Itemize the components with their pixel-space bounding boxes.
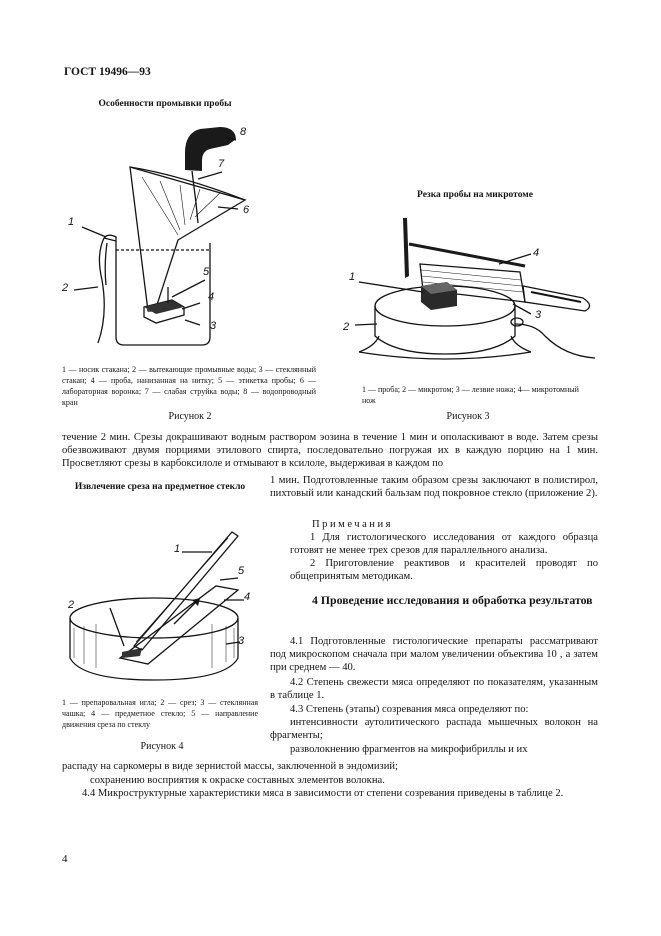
notes-heading: Примечания bbox=[312, 519, 393, 530]
note-2: 2 Приготовление реактивов и красителей проводят по общепринятым методикам. bbox=[290, 558, 598, 583]
figure2-title: Особенности промывки пробы bbox=[98, 99, 232, 109]
figure3-caption: Рисунок 3 bbox=[446, 411, 490, 422]
clause-4-3-b: разволокнению фрагментов на микрофибриллы и их bbox=[290, 744, 528, 755]
fig3-callout-1: 1 bbox=[349, 271, 356, 283]
fig4-callout-2: 2 bbox=[68, 599, 75, 611]
note-1: 1 Для гистологического исследования от каждого образца готовят не менее трех срезов для параллельного анализа. bbox=[290, 532, 598, 557]
figure3-legend: 1 — проба; 2 — микротом; 3 — лезвие ножа; 4— микротомный нож bbox=[362, 385, 579, 405]
page-number: 4 bbox=[62, 853, 68, 865]
fig2-callout-4: 4 bbox=[208, 291, 215, 303]
fig2-callout-5: 5 bbox=[203, 266, 210, 278]
fig2-callout-6: 6 bbox=[243, 204, 250, 216]
paragraph-staining: течение 2 мин. Срезы докрашивают водным раствором эозина в течение 1 мин и ополаскивают в воде. Затем срезы обезвоживают двумя порциями этилового спирта, последовательно погружая их в каждую порцию на 1 мин. Просветляют срезы в карбоксилоле и отмывают в ксилоле, выдерживая в каждом по bbox=[62, 432, 598, 470]
fig3-callout-2: 2 bbox=[343, 321, 350, 333]
figure4-illustration bbox=[62, 518, 262, 693]
figure2-legend: 1 — носик стакана; 2 — вытекающие промывные воды; 3 — стеклянный стакан; 4 — проба, нанизанная на нитку; 5 — этикетка пробы; 6 — лабораторная воронка; 7 — слабая струйка воды; 8 — водопроводный кран bbox=[62, 365, 316, 407]
fig4-callout-3: 3 bbox=[238, 635, 245, 647]
fig2-callout-2: 2 bbox=[62, 282, 69, 294]
figure3-illustration bbox=[335, 206, 595, 376]
fig4-callout-1: 1 bbox=[174, 543, 181, 555]
paragraph-mounting: 1 мин. Подготовленные таким образом срезы заключают в полистирол, пихтовый или канадский бальзам под покровное стекло (приложение 2). bbox=[270, 475, 598, 500]
figure4-title: Извлечение среза на предметное стекло bbox=[74, 482, 246, 492]
clause-4-3-c: сохранению восприятия к окраске составных элементов волокна. bbox=[90, 775, 385, 786]
clause-4-1: 4.1 Подготовленные гистологические препараты рассматривают под микроскопом сначала при малом увеличении объектива 10 , а затем при среднем — 40. bbox=[270, 636, 598, 674]
fig2-callout-1: 1 bbox=[68, 216, 75, 228]
document-header: ГОСТ 19496—93 bbox=[64, 66, 151, 78]
fig2-callout-8: 8 bbox=[240, 126, 247, 138]
figure2-caption: Рисунок 2 bbox=[168, 411, 212, 422]
clause-4-3-b-cont: распаду на саркомеры в виде зернистой массы, заключенной в эндомизий; bbox=[62, 761, 398, 772]
fig2-callout-3: 3 bbox=[210, 320, 217, 332]
figure3-title: Резка пробы на микротоме bbox=[417, 190, 533, 200]
fig3-callout-3: 3 bbox=[535, 309, 542, 321]
figure4-caption: Рисунок 4 bbox=[140, 741, 184, 752]
section-heading: 4 Проведение исследования и обработка результатов bbox=[312, 593, 593, 607]
clause-4-3: 4.3 Степень (этапы) созревания мяса определяют по: bbox=[290, 704, 529, 715]
fig3-callout-4: 4 bbox=[533, 247, 540, 259]
fig4-callout-5: 5 bbox=[238, 565, 245, 577]
clause-4-2: 4.2 Степень свежести мяса определяют по показателям, указанным в таблице 1. bbox=[270, 677, 598, 702]
fig4-callout-4: 4 bbox=[244, 591, 251, 603]
fig2-callout-7: 7 bbox=[218, 158, 225, 170]
clause-4-4: 4.4 Микроструктурные характеристики мяса в зависимости от степени созревания приведены в таблице 2. bbox=[82, 788, 564, 799]
figure4-legend: 1 — препаровальная игла; 2 — срез; 3 — стеклянная чашка; 4 — предметное стекло; 5 — направление движения среза по стеклу bbox=[62, 698, 258, 729]
figure2-illustration bbox=[60, 115, 300, 355]
clause-4-3-a: интенсивности аутолитического распада мышечных волокон на фрагменты; bbox=[270, 717, 598, 742]
